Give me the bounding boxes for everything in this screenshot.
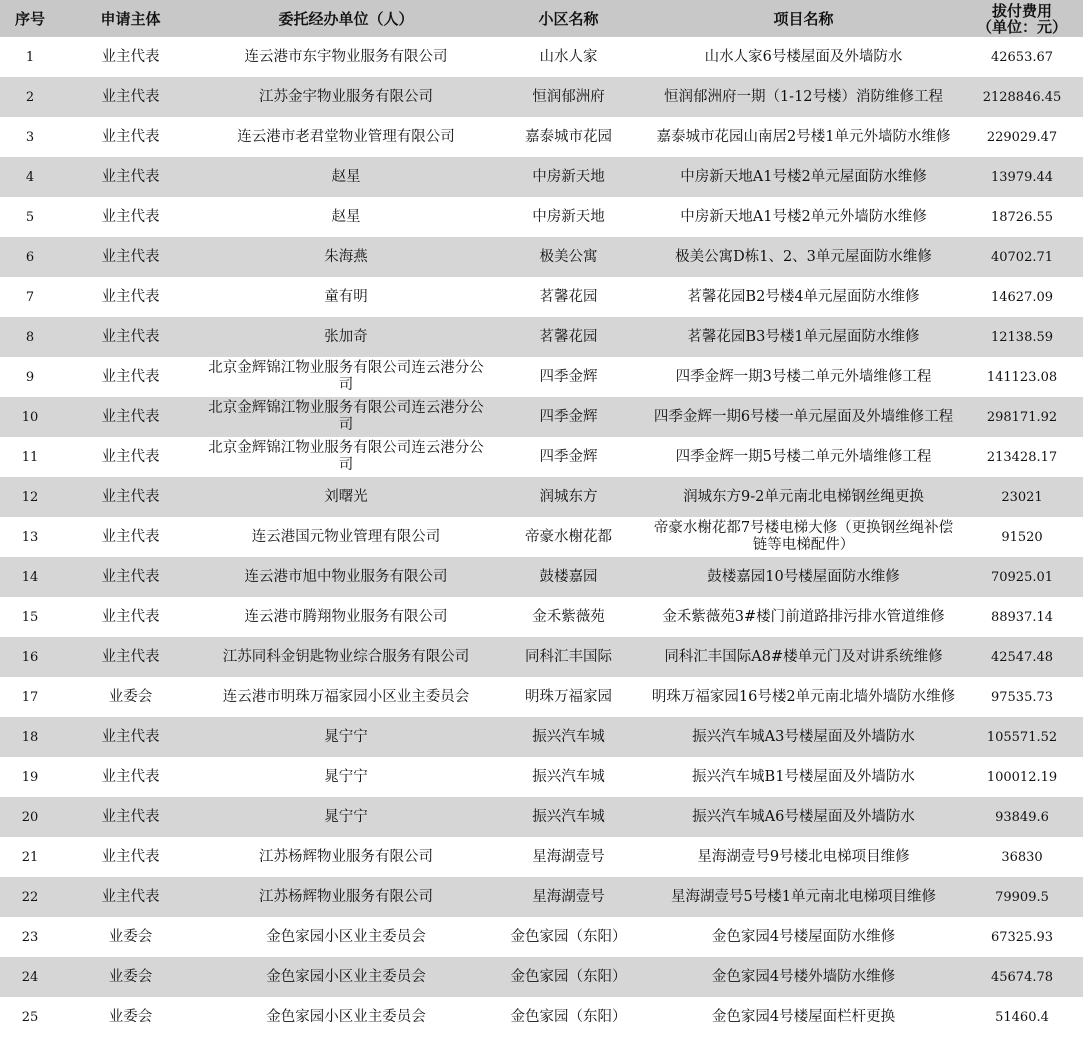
applicant-cell: 业主代表	[101, 88, 160, 105]
row-index: 5	[25, 209, 35, 225]
table-row	[0, 37, 1083, 77]
applicant-cell: 业主代表	[101, 528, 160, 545]
project-cell: 鼓楼嘉园10号楼屋面防水维修	[707, 568, 900, 585]
table-row	[0, 317, 1083, 357]
project-cell: 金禾紫薇苑3#楼门前道路排污排水管道维修	[662, 608, 945, 625]
project-cell: 恒润郁洲府一期（1-12号楼）消防维修工程	[663, 88, 944, 105]
header-row	[0, 0, 1083, 37]
header-applicant: 申请主体	[100, 9, 161, 28]
community-cell: 中房新天地	[532, 208, 605, 225]
agent-cell: 江苏同科金钥匙物业综合服务有限公司	[222, 648, 470, 665]
project-cell: 星海湖壹号5号楼1单元南北电梯项目维修	[671, 888, 936, 905]
table-row	[0, 237, 1083, 277]
community-cell: 同科汇丰国际	[525, 648, 612, 665]
table-body	[0, 37, 1083, 1037]
agent-cell: 童有明	[324, 288, 368, 305]
project-cell: 山水人家6号楼屋面及外墙防水	[704, 48, 903, 65]
row-index: 21	[21, 849, 39, 865]
community-cell: 山水人家	[539, 48, 598, 65]
table-row	[0, 77, 1083, 117]
amount-cell: 42547.48	[990, 649, 1054, 665]
project-cell: 振兴汽车城A3号楼屋面及外墙防水	[692, 728, 915, 745]
applicant-cell: 业委会	[108, 688, 153, 705]
amount-cell: 51460.4	[995, 1009, 1049, 1025]
applicant-cell: 业主代表	[101, 368, 160, 385]
project-cell: 中房新天地A1号楼2单元屋面防水维修	[680, 168, 927, 185]
row-index: 24	[21, 969, 39, 985]
table-row	[0, 757, 1083, 797]
amount-cell: 100012.19	[986, 769, 1058, 785]
amount-cell: 36830	[1001, 849, 1043, 865]
community-cell: 四季金辉	[539, 448, 598, 465]
community-cell: 四季金辉	[539, 408, 598, 425]
table-header	[0, 0, 1083, 37]
row-index: 4	[25, 169, 35, 185]
community-cell: 金色家园（东阳）	[510, 968, 627, 985]
agent-cell: 晁宁宁	[324, 728, 368, 745]
amount-cell: 105571.52	[986, 729, 1058, 745]
table-row	[0, 277, 1083, 317]
row-index: 17	[21, 689, 39, 705]
amount-cell: 93849.6	[995, 809, 1049, 825]
applicant-cell: 业主代表	[101, 488, 160, 505]
table-row	[0, 357, 1083, 397]
community-cell: 四季金辉	[539, 368, 598, 385]
table-row	[0, 517, 1083, 557]
project-cell: 星海湖壹号9号楼北电梯项目维修	[697, 848, 910, 865]
agent-cell: 金色家园小区业主委员会	[266, 968, 426, 985]
community-cell: 振兴汽车城	[532, 808, 605, 825]
applicant-cell: 业主代表	[101, 328, 160, 345]
amount-cell: 42653.67	[990, 49, 1054, 65]
row-index: 2	[25, 89, 35, 105]
community-cell: 茗馨花园	[539, 328, 598, 345]
table-row	[0, 917, 1083, 957]
agent-cell: 刘曙光	[324, 488, 368, 505]
project-cell: 振兴汽车城A6号楼屋面及外墙防水	[692, 808, 915, 825]
amount-cell: 12138.59	[990, 329, 1054, 345]
table-row	[0, 597, 1083, 637]
table-row	[0, 877, 1083, 917]
row-index: 20	[21, 809, 39, 825]
project-cell: 茗馨花园B2号楼4单元屋面防水维修	[687, 288, 920, 305]
header-agent: 委托经办单位（人）	[278, 9, 414, 28]
row-index: 8	[25, 329, 35, 345]
agent-cell: 朱海燕	[324, 248, 368, 265]
row-index: 23	[21, 929, 39, 945]
community-cell: 恒润郁洲府	[532, 88, 605, 105]
header-amount: 拔付费用 （单位：元）	[976, 1, 1067, 36]
project-cell: 帝豪水榭花都7号楼电梯大修（更换钢丝绳补偿链等电梯配件）	[653, 520, 954, 553]
row-index: 12	[21, 489, 39, 505]
applicant-cell: 业主代表	[101, 408, 160, 425]
agent-cell: 北京金辉锦江物业服务有限公司连云港分公司	[208, 400, 484, 433]
table-row	[0, 717, 1083, 757]
community-cell: 金禾紫薇苑	[532, 608, 605, 625]
applicant-cell: 业委会	[108, 968, 153, 985]
project-cell: 同科汇丰国际A8#楼单元门及对讲系统维修	[664, 648, 943, 665]
applicant-cell: 业主代表	[101, 48, 160, 65]
applicant-cell: 业主代表	[101, 648, 160, 665]
project-cell: 四季金辉一期3号楼二单元外墙维修工程	[675, 368, 932, 385]
agent-cell: 赵星	[331, 168, 361, 185]
agent-cell: 江苏金宇物业服务有限公司	[259, 88, 433, 105]
table-row	[0, 477, 1083, 517]
header-index: 序号	[14, 9, 45, 28]
amount-cell: 141123.08	[986, 369, 1058, 385]
applicant-cell: 业主代表	[101, 808, 160, 825]
applicant-cell: 业主代表	[101, 248, 160, 265]
applicant-cell: 业主代表	[101, 168, 160, 185]
project-cell: 四季金辉一期5号楼二单元外墙维修工程	[675, 448, 932, 465]
amount-cell: 23021	[1001, 489, 1043, 505]
agent-cell: 张加奇	[324, 328, 368, 345]
applicant-cell: 业主代表	[101, 728, 160, 745]
applicant-cell: 业主代表	[101, 848, 160, 865]
agent-cell: 连云港市老君堂物业管理有限公司	[237, 128, 455, 145]
agent-cell: 江苏杨辉物业服务有限公司	[259, 888, 433, 905]
row-index: 18	[21, 729, 39, 745]
amount-cell: 18726.55	[990, 209, 1054, 225]
applicant-cell: 业主代表	[101, 128, 160, 145]
amount-cell: 213428.17	[986, 449, 1058, 465]
row-index: 3	[25, 129, 35, 145]
amount-cell: 97535.73	[990, 689, 1054, 705]
row-index: 14	[21, 569, 39, 585]
project-cell: 金色家园4号楼屋面防水维修	[711, 928, 896, 945]
amount-cell: 2128846.45	[982, 89, 1062, 105]
community-cell: 极美公寓	[539, 248, 598, 265]
project-cell: 润城东方9-2单元南北电梯钢丝绳更换	[683, 488, 924, 505]
community-cell: 星海湖壹号	[532, 848, 605, 865]
project-cell: 茗馨花园B3号楼1单元屋面防水维修	[687, 328, 920, 345]
amount-cell: 13979.44	[990, 169, 1054, 185]
community-cell: 鼓楼嘉园	[539, 568, 598, 585]
agent-cell: 金色家园小区业主委员会	[266, 928, 426, 945]
community-cell: 明珠万福家园	[525, 688, 612, 705]
agent-cell: 连云港市旭中物业服务有限公司	[244, 568, 448, 585]
table-row	[0, 557, 1083, 597]
applicant-cell: 业委会	[108, 928, 153, 945]
table-row	[0, 637, 1083, 677]
table-row	[0, 157, 1083, 197]
applicant-cell: 业主代表	[101, 608, 160, 625]
applicant-cell: 业主代表	[101, 888, 160, 905]
project-cell: 中房新天地A1号楼2单元外墙防水维修	[680, 208, 927, 225]
header-project: 项目名称	[773, 9, 834, 28]
amount-cell: 91520	[1001, 529, 1043, 545]
table-row	[0, 677, 1083, 717]
community-cell: 中房新天地	[532, 168, 605, 185]
project-cell: 极美公寓D栋1、2、3单元屋面防水维修	[675, 248, 932, 265]
table-row	[0, 997, 1083, 1037]
community-cell: 金色家园（东阳）	[510, 1008, 627, 1025]
agent-cell: 晁宁宁	[324, 768, 368, 785]
amount-cell: 229029.47	[986, 129, 1058, 145]
amount-cell: 14627.09	[990, 289, 1054, 305]
community-cell: 帝豪水榭花都	[525, 528, 612, 545]
row-index: 10	[21, 409, 39, 425]
row-index: 25	[21, 1009, 39, 1025]
community-cell: 振兴汽车城	[532, 768, 605, 785]
row-index: 1	[25, 49, 35, 65]
agent-cell: 北京金辉锦江物业服务有限公司连云港分公司	[208, 360, 484, 393]
table-row	[0, 437, 1083, 477]
table-row	[0, 397, 1083, 437]
row-index: 7	[25, 289, 35, 305]
row-index: 9	[25, 369, 35, 385]
row-index: 6	[25, 249, 35, 265]
row-index: 15	[21, 609, 39, 625]
amount-cell: 79909.5	[995, 889, 1049, 905]
row-index: 22	[21, 889, 39, 905]
table-row	[0, 117, 1083, 157]
table-row	[0, 957, 1083, 997]
agent-cell: 金色家园小区业主委员会	[266, 1008, 426, 1025]
community-cell: 润城东方	[539, 488, 598, 505]
project-cell: 金色家园4号楼屋面栏杆更换	[711, 1008, 896, 1025]
project-cell: 振兴汽车城B1号楼屋面及外墙防水	[692, 768, 915, 785]
community-cell: 茗馨花园	[539, 288, 598, 305]
agent-cell: 连云港市腾翔物业服务有限公司	[244, 608, 448, 625]
applicant-cell: 业主代表	[101, 768, 160, 785]
amount-cell: 67325.93	[990, 929, 1054, 945]
community-cell: 星海湖壹号	[532, 888, 605, 905]
agent-cell: 连云港市明珠万福家园小区业主委员会	[222, 688, 470, 705]
agent-cell: 北京金辉锦江物业服务有限公司连云港分公司	[208, 440, 484, 473]
community-cell: 嘉泰城市花园	[525, 128, 612, 145]
applicant-cell: 业主代表	[101, 208, 160, 225]
agent-cell: 连云港市东宇物业服务有限公司	[244, 48, 448, 65]
applicant-cell: 业主代表	[101, 288, 160, 305]
project-cell: 金色家园4号楼外墙防水维修	[711, 968, 896, 985]
header-community: 小区名称	[538, 9, 599, 28]
applicant-cell: 业委会	[108, 1008, 153, 1025]
amount-cell: 45674.78	[990, 969, 1054, 985]
applicant-cell: 业主代表	[101, 568, 160, 585]
project-cell: 四季金辉一期6号楼一单元屋面及外墙维修工程	[653, 408, 954, 425]
row-index: 11	[21, 449, 39, 465]
table-row	[0, 837, 1083, 877]
community-cell: 振兴汽车城	[532, 728, 605, 745]
row-index: 16	[21, 649, 39, 665]
agent-cell: 江苏杨辉物业服务有限公司	[259, 848, 433, 865]
row-index: 19	[21, 769, 39, 785]
amount-cell: 88937.14	[990, 609, 1054, 625]
row-index: 13	[21, 529, 39, 545]
project-cell: 嘉泰城市花园山南居2号楼1单元外墙防水维修	[656, 128, 951, 145]
amount-cell: 70925.01	[990, 569, 1054, 585]
agent-cell: 晁宁宁	[324, 808, 368, 825]
project-cell: 明珠万福家园16号楼2单元南北墙外墙防水维修	[651, 688, 956, 705]
table-row	[0, 197, 1083, 237]
amount-cell: 40702.71	[990, 249, 1054, 265]
table-row	[0, 797, 1083, 837]
agent-cell: 连云港国元物业管理有限公司	[251, 528, 441, 545]
agent-cell: 赵星	[331, 208, 361, 225]
community-cell: 金色家园（东阳）	[510, 928, 627, 945]
applicant-cell: 业主代表	[101, 448, 160, 465]
amount-cell: 298171.92	[986, 409, 1058, 425]
